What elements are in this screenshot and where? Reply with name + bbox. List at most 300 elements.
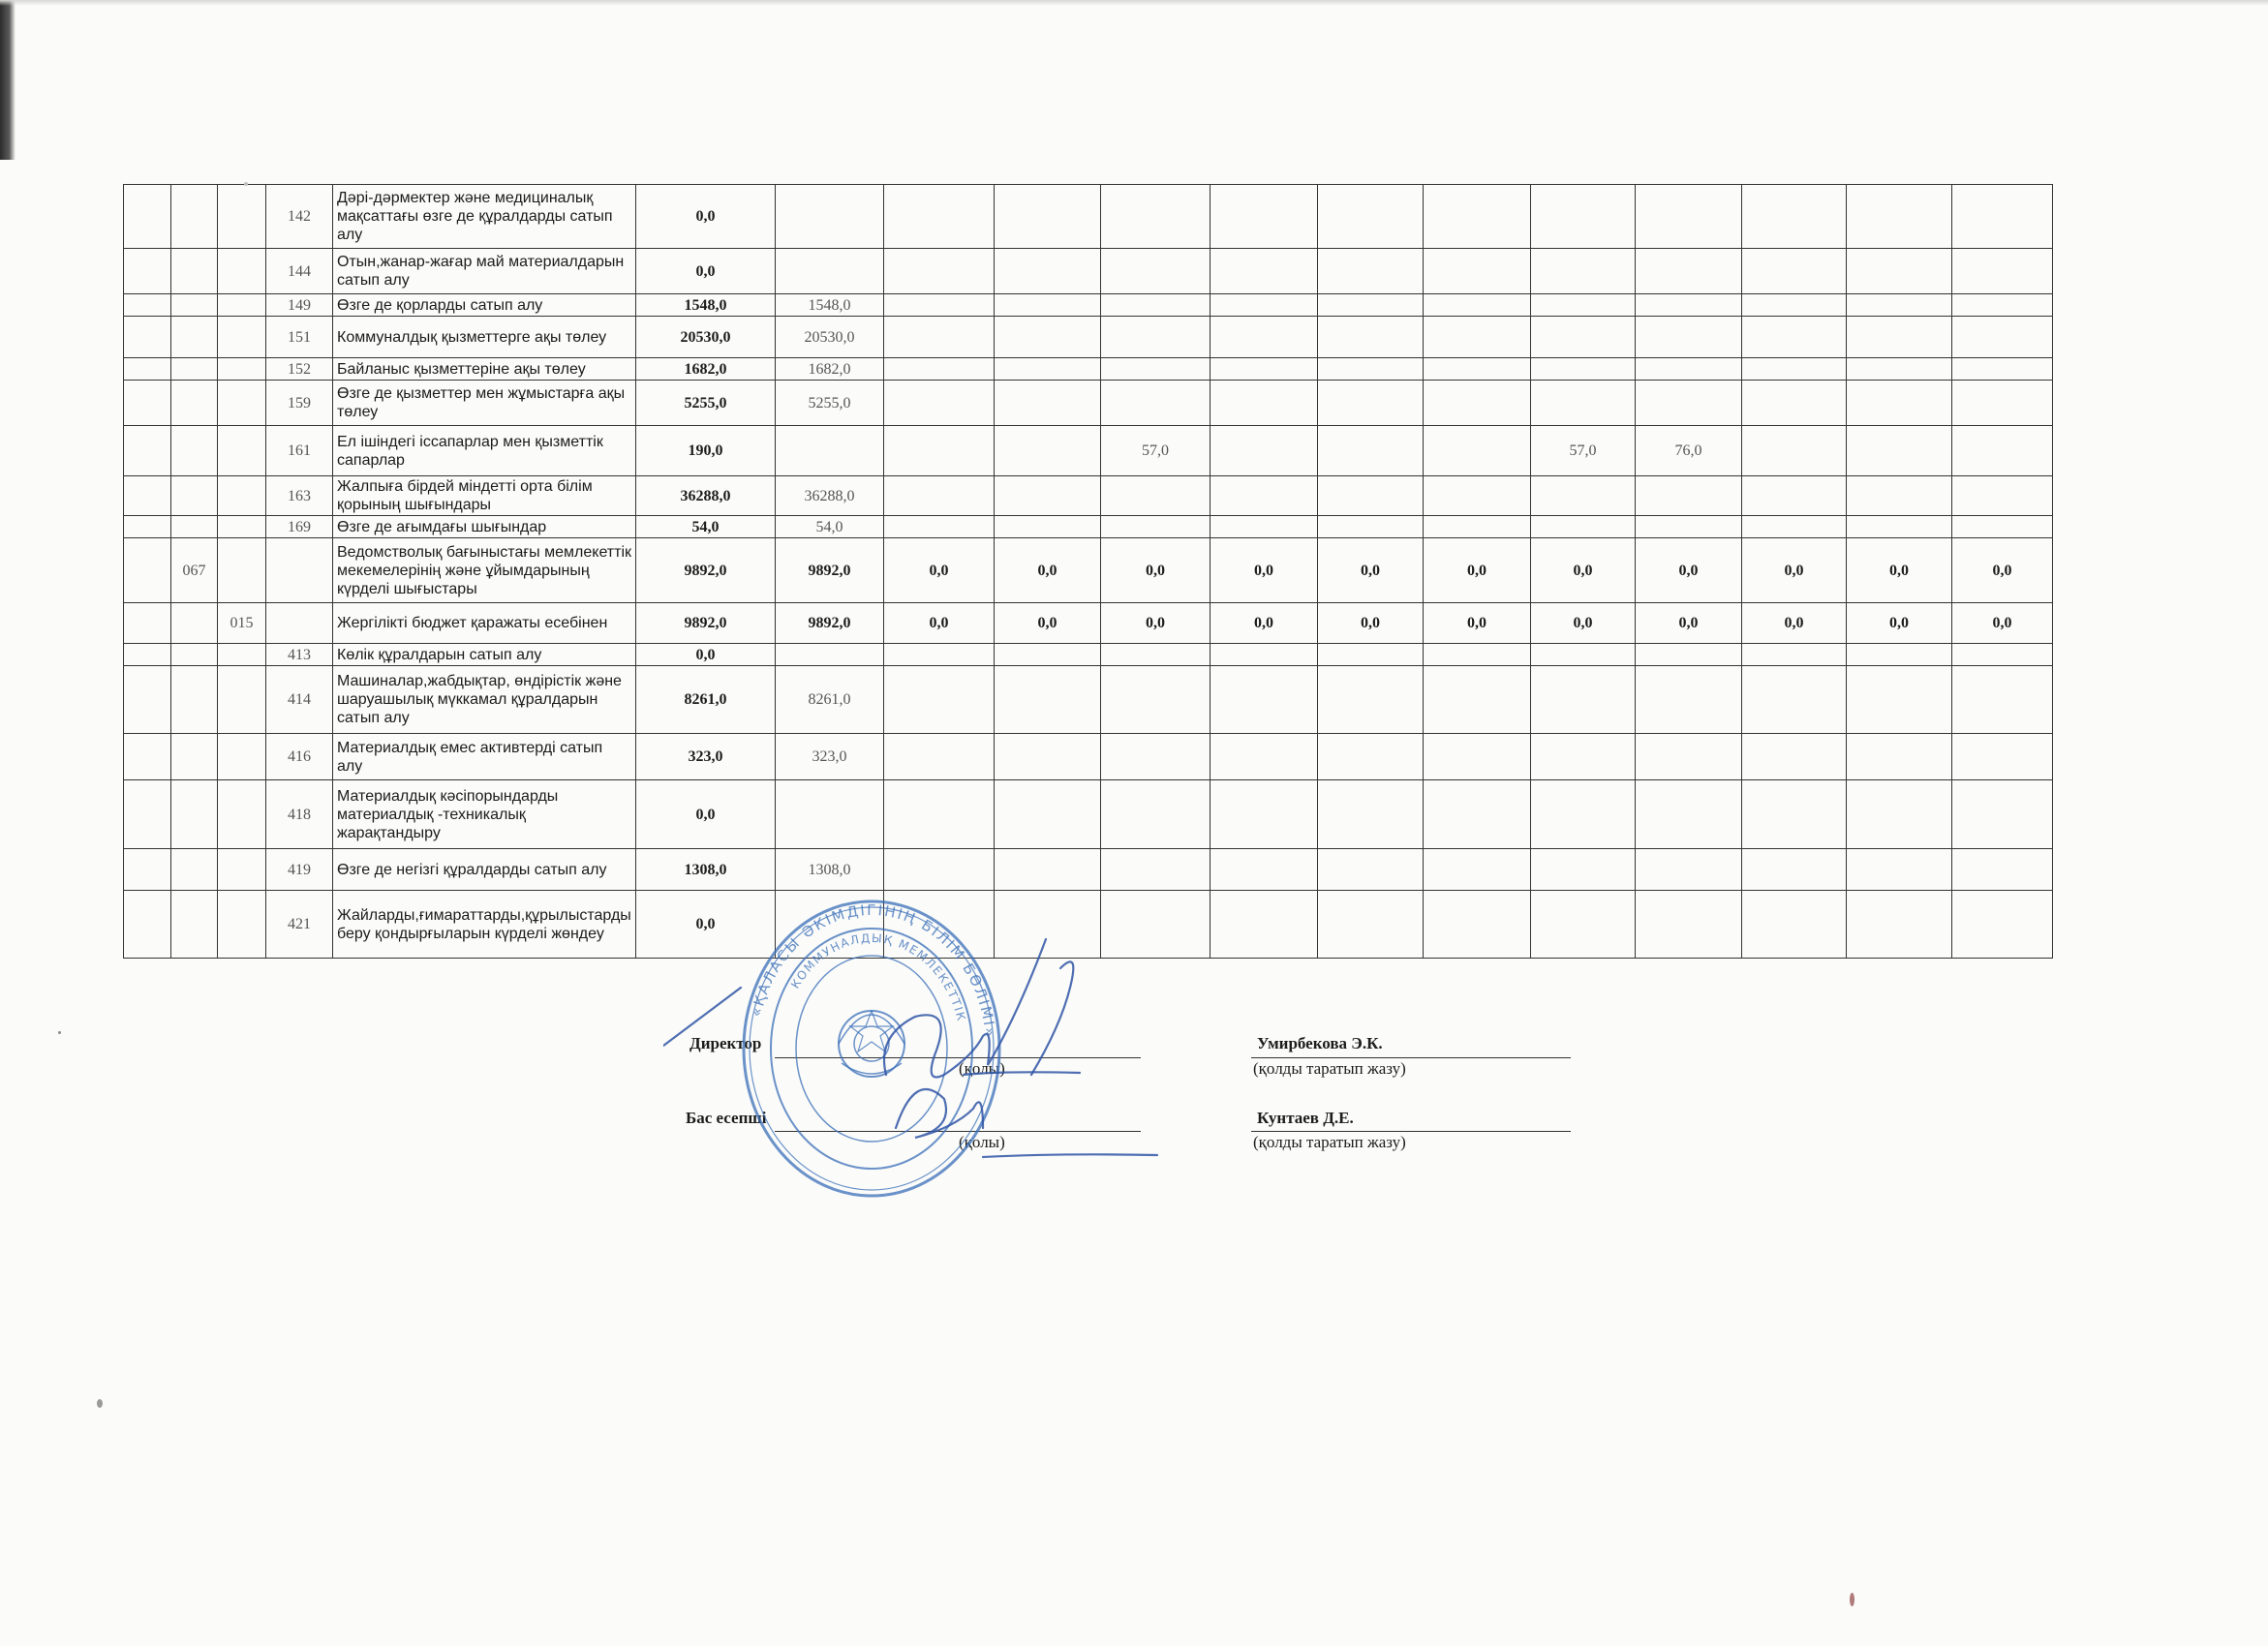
table-cell — [218, 358, 266, 381]
table-cell: 0,0 — [995, 603, 1101, 644]
table-cell — [1742, 476, 1847, 516]
table-cell — [776, 780, 884, 849]
table-cell — [218, 666, 266, 734]
table-cell — [1101, 666, 1211, 734]
table-cell — [1847, 249, 1952, 294]
table-cell — [1424, 426, 1531, 476]
table-cell — [776, 185, 884, 249]
table-row — [124, 358, 2053, 381]
director-label: Директор — [690, 1034, 762, 1052]
table-cell: 0,0 — [1318, 603, 1424, 644]
table-cell — [124, 516, 171, 538]
table-cell — [884, 849, 995, 891]
table-cell — [1847, 476, 1952, 516]
table-cell — [1742, 381, 1847, 426]
stamp-outer-text: «ҚАЛАСЫ ӘКІМДІГІНІҢ БІЛІМ БӨЛІМІ» — [747, 900, 999, 1040]
table-cell — [1101, 381, 1211, 426]
table-cell: 067 — [171, 538, 218, 603]
table-cell: Байланыс қызметтеріне ақы төлеу — [333, 358, 636, 381]
table-cell: 0,0 — [1424, 603, 1531, 644]
table-cell — [1101, 516, 1211, 538]
table-cell — [124, 644, 171, 666]
table-cell: 0,0 — [636, 891, 776, 959]
table-cell: 142 — [266, 185, 333, 249]
table-cell: 20530,0 — [776, 317, 884, 358]
table-cell — [1101, 249, 1211, 294]
scan-speck — [58, 1031, 61, 1034]
table-row — [124, 849, 2053, 891]
table-cell — [1531, 249, 1636, 294]
table-cell — [995, 317, 1101, 358]
table-cell — [1952, 294, 2053, 317]
table-cell — [1531, 294, 1636, 317]
scan-speck — [244, 182, 248, 186]
table-cell — [124, 381, 171, 426]
table-cell — [1952, 516, 2053, 538]
table-cell — [1211, 666, 1318, 734]
table-cell — [171, 734, 218, 780]
table-cell — [266, 538, 333, 603]
table-cell — [776, 644, 884, 666]
table-cell — [171, 603, 218, 644]
table-cell — [1101, 185, 1211, 249]
table-cell — [1318, 666, 1424, 734]
table-cell: 0,0 — [1636, 538, 1742, 603]
table-cell — [1424, 891, 1531, 959]
table-cell: 9892,0 — [636, 603, 776, 644]
table-cell — [1847, 780, 1952, 849]
table-cell — [171, 476, 218, 516]
table-cell: 169 — [266, 516, 333, 538]
table-cell: 0,0 — [1101, 538, 1211, 603]
table-cell — [884, 185, 995, 249]
table-cell — [1636, 734, 1742, 780]
table-cell — [171, 358, 218, 381]
table-cell — [1742, 185, 1847, 249]
table-cell: 144 — [266, 249, 333, 294]
table-cell: Ведомстволық бағыныстағы мемлекеттік мекемелерінің және ұйымдарының күрделі шығыстары — [333, 538, 636, 603]
table-cell: 413 — [266, 644, 333, 666]
director-sign-caption: (қолы) — [959, 1059, 1005, 1078]
table-cell — [1424, 780, 1531, 849]
table-row — [124, 185, 2053, 249]
table-cell — [884, 476, 995, 516]
table-cell: Материалдық кәсіпорындарды материалдық -техникалық жарақтандыру — [333, 780, 636, 849]
table-cell — [1531, 734, 1636, 780]
table-row — [124, 666, 2053, 734]
table-cell: 0,0 — [1636, 603, 1742, 644]
table-cell — [266, 603, 333, 644]
table-cell — [1101, 476, 1211, 516]
table-cell — [1318, 644, 1424, 666]
table-cell — [124, 734, 171, 780]
table-cell — [995, 476, 1101, 516]
table-row — [124, 538, 2053, 603]
table-cell — [1211, 476, 1318, 516]
table-cell — [1101, 849, 1211, 891]
table-cell — [1847, 516, 1952, 538]
scan-edge-shadow — [0, 0, 15, 160]
scan-top-shadow — [0, 0, 2268, 6]
table-cell: Көлік құралдарын сатып алу — [333, 644, 636, 666]
table-cell: 0,0 — [1742, 603, 1847, 644]
table-cell — [124, 317, 171, 358]
table-cell: 149 — [266, 294, 333, 317]
stamp-middle-text: КОММУНАЛДЫҚ МЕМЛЕКЕТТІК — [788, 930, 968, 1023]
table-cell — [1742, 358, 1847, 381]
table-cell — [1101, 734, 1211, 780]
table-cell: 1548,0 — [636, 294, 776, 317]
table-cell — [776, 249, 884, 294]
director-name-line — [1251, 1057, 1571, 1058]
table-cell — [1636, 358, 1742, 381]
table-cell — [218, 426, 266, 476]
table-cell — [218, 294, 266, 317]
table-cell — [995, 666, 1101, 734]
table-cell — [1742, 249, 1847, 294]
table-cell — [124, 538, 171, 603]
table-cell — [1636, 849, 1742, 891]
table-cell — [1318, 734, 1424, 780]
table-cell: 54,0 — [636, 516, 776, 538]
table-cell — [218, 516, 266, 538]
table-cell — [1211, 644, 1318, 666]
table-cell — [171, 516, 218, 538]
table-cell — [1318, 426, 1424, 476]
table-cell: Машиналар,жабдықтар, өндірістік және шаруашылық мүккамал құралдарын сатып алу — [333, 666, 636, 734]
table-cell: 20530,0 — [636, 317, 776, 358]
table-cell — [1742, 666, 1847, 734]
table-cell — [1952, 476, 2053, 516]
table-row — [124, 644, 2053, 666]
table-cell — [1424, 666, 1531, 734]
table-cell: 0,0 — [1952, 538, 2053, 603]
table-cell: 57,0 — [1101, 426, 1211, 476]
table-cell — [1318, 891, 1424, 959]
table-cell: 0,0 — [1742, 538, 1847, 603]
table-cell: 5255,0 — [776, 381, 884, 426]
table-cell: 323,0 — [776, 734, 884, 780]
table-cell: Жайларды,ғимараттарды,құрылыстарды беру қондырғыларын күрделі жөндеу — [333, 891, 636, 959]
table-cell — [1847, 666, 1952, 734]
table-cell: 1682,0 — [776, 358, 884, 381]
table-cell — [1211, 780, 1318, 849]
table-cell: Ел ішіндегі іссапарлар мен қызметтік сапарлар — [333, 426, 636, 476]
table-cell — [1531, 358, 1636, 381]
table-cell — [884, 358, 995, 381]
table-cell — [1531, 666, 1636, 734]
table-cell — [1318, 476, 1424, 516]
table-cell — [995, 780, 1101, 849]
table-cell: 8261,0 — [636, 666, 776, 734]
table-cell — [1952, 734, 2053, 780]
table-cell — [1742, 426, 1847, 476]
table-cell — [1101, 358, 1211, 381]
table-cell: 0,0 — [1424, 538, 1531, 603]
table-cell: Жалпыға бірдей міндетті орта білім қорының шығындары — [333, 476, 636, 516]
table-cell — [1318, 849, 1424, 891]
table-cell — [995, 734, 1101, 780]
handwritten-signatures — [663, 930, 1167, 1181]
director-name-caption: (қолды таратып жазу) — [1253, 1059, 1406, 1078]
table-cell — [124, 249, 171, 294]
table-cell: 57,0 — [1531, 426, 1636, 476]
table-cell — [995, 849, 1101, 891]
table-cell — [218, 317, 266, 358]
table-cell — [884, 317, 995, 358]
table-cell — [218, 381, 266, 426]
table-cell — [1952, 185, 2053, 249]
table-cell — [1952, 849, 2053, 891]
table-cell — [1211, 891, 1318, 959]
table-row — [124, 381, 2053, 426]
accountant-name-caption: (қолды таратып жазу) — [1253, 1133, 1406, 1151]
table-cell — [1636, 185, 1742, 249]
table-cell — [1636, 666, 1742, 734]
table-cell — [1952, 381, 2053, 426]
table-cell — [171, 644, 218, 666]
table-cell: 0,0 — [995, 538, 1101, 603]
table-cell — [171, 185, 218, 249]
budget-table — [123, 184, 2053, 959]
table-cell: 0,0 — [1847, 538, 1952, 603]
accountant-name: Кунтаев Д.Е. — [1257, 1109, 1354, 1127]
table-cell — [1318, 317, 1424, 358]
table-cell — [995, 185, 1101, 249]
table-cell — [1847, 381, 1952, 426]
table-cell — [218, 849, 266, 891]
table-cell — [1101, 294, 1211, 317]
table-row — [124, 317, 2053, 358]
table-cell: Өзге де ағымдағы шығындар — [333, 516, 636, 538]
table-cell: 015 — [218, 603, 266, 644]
table-row — [124, 294, 2053, 317]
table-cell — [1636, 780, 1742, 849]
table-cell — [171, 849, 218, 891]
table-cell: 0,0 — [1211, 603, 1318, 644]
table-cell — [1318, 294, 1424, 317]
table-cell — [1101, 644, 1211, 666]
table-cell: Коммуналдық қызметтерге ақы төлеу — [333, 317, 636, 358]
table-cell — [995, 294, 1101, 317]
director-name: Умирбекова Э.К. — [1257, 1034, 1383, 1052]
table-cell — [1742, 891, 1847, 959]
table-row — [124, 780, 2053, 849]
table-cell: 9892,0 — [776, 538, 884, 603]
table-cell — [1952, 426, 2053, 476]
table-cell: 323,0 — [636, 734, 776, 780]
table-row — [124, 426, 2053, 476]
table-cell — [1952, 358, 2053, 381]
table-cell — [1424, 476, 1531, 516]
table-cell — [1211, 381, 1318, 426]
table-cell — [1211, 734, 1318, 780]
table-cell — [1101, 780, 1211, 849]
table-cell: 76,0 — [1636, 426, 1742, 476]
table-cell — [218, 185, 266, 249]
table-cell — [1424, 734, 1531, 780]
table-cell — [124, 666, 171, 734]
table-cell — [1636, 476, 1742, 516]
table-cell: 36288,0 — [776, 476, 884, 516]
table-cell: Өзге де қорларды сатып алу — [333, 294, 636, 317]
table-cell — [1424, 294, 1531, 317]
table-cell — [995, 426, 1101, 476]
table-cell — [1211, 426, 1318, 476]
table-cell — [1531, 849, 1636, 891]
table-cell — [124, 891, 171, 959]
table-cell — [218, 891, 266, 959]
table-cell: 1308,0 — [776, 849, 884, 891]
table-cell — [884, 734, 995, 780]
table-cell: 163 — [266, 476, 333, 516]
table-cell — [1211, 249, 1318, 294]
table-cell — [884, 516, 995, 538]
table-cell: 0,0 — [1847, 603, 1952, 644]
table-row — [124, 603, 2053, 644]
table-cell — [1636, 381, 1742, 426]
table-cell: 1308,0 — [636, 849, 776, 891]
table-cell — [124, 426, 171, 476]
table-cell: 416 — [266, 734, 333, 780]
table-cell — [1847, 734, 1952, 780]
table-cell — [1742, 780, 1847, 849]
table-cell — [1424, 644, 1531, 666]
table-cell — [1211, 516, 1318, 538]
table-cell — [1742, 317, 1847, 358]
table-cell — [1424, 317, 1531, 358]
table-cell — [1531, 381, 1636, 426]
table-cell — [124, 294, 171, 317]
table-cell — [1318, 185, 1424, 249]
table-row — [124, 476, 2053, 516]
table-cell — [1424, 381, 1531, 426]
table-cell — [1424, 516, 1531, 538]
table-cell — [1318, 780, 1424, 849]
table-cell: 0,0 — [884, 538, 995, 603]
table-cell: 9892,0 — [776, 603, 884, 644]
table-cell — [218, 780, 266, 849]
table-cell: 414 — [266, 666, 333, 734]
table-cell — [1742, 294, 1847, 317]
table-cell: 161 — [266, 426, 333, 476]
table-cell — [171, 317, 218, 358]
table-cell: 9892,0 — [636, 538, 776, 603]
table-cell — [218, 538, 266, 603]
table-cell — [218, 476, 266, 516]
table-cell — [1424, 849, 1531, 891]
table-cell — [1952, 644, 2053, 666]
table-cell: 0,0 — [1531, 603, 1636, 644]
table-cell: Жергілікті бюджет қаражаты есебінен — [333, 603, 636, 644]
table-cell: 0,0 — [1531, 538, 1636, 603]
table-cell — [1211, 294, 1318, 317]
table-cell — [995, 249, 1101, 294]
table-cell — [1318, 516, 1424, 538]
table-cell — [124, 780, 171, 849]
table-cell — [171, 294, 218, 317]
table-cell — [171, 426, 218, 476]
table-cell: Материалдық емес активтерді сатып алу — [333, 734, 636, 780]
table-cell: 0,0 — [884, 603, 995, 644]
table-cell — [1847, 891, 1952, 959]
table-cell — [171, 666, 218, 734]
table-cell — [1636, 644, 1742, 666]
table-cell — [1211, 185, 1318, 249]
table-cell — [1531, 516, 1636, 538]
table-cell — [1952, 891, 2053, 959]
table-cell — [1101, 317, 1211, 358]
accountant-label: Бас есепші — [686, 1109, 767, 1127]
table-cell: 5255,0 — [636, 381, 776, 426]
table-cell — [1952, 249, 2053, 294]
table-cell — [884, 644, 995, 666]
table-cell — [1211, 358, 1318, 381]
table-cell — [124, 849, 171, 891]
table-cell: 1548,0 — [776, 294, 884, 317]
table-cell — [1424, 358, 1531, 381]
table-cell — [1847, 426, 1952, 476]
table-cell: 159 — [266, 381, 333, 426]
table-cell: 151 — [266, 317, 333, 358]
table-cell — [1952, 317, 2053, 358]
table-cell — [884, 780, 995, 849]
table-cell — [1531, 317, 1636, 358]
table-cell — [171, 249, 218, 294]
table-cell: Өзге де қызметтер мен жұмыстарға ақы төлеу — [333, 381, 636, 426]
table-cell — [1211, 317, 1318, 358]
accountant-name-line — [1251, 1131, 1571, 1132]
table-cell: 0,0 — [636, 780, 776, 849]
table-cell — [884, 381, 995, 426]
table-cell — [1531, 476, 1636, 516]
table-cell — [1636, 294, 1742, 317]
table-cell — [1847, 317, 1952, 358]
table-cell — [1847, 185, 1952, 249]
table-cell — [884, 294, 995, 317]
table-cell — [218, 249, 266, 294]
table-cell — [1847, 358, 1952, 381]
table-cell — [1742, 644, 1847, 666]
table-cell: Өзге де негізгі құралдарды сатып алу — [333, 849, 636, 891]
table-cell — [1742, 849, 1847, 891]
table-cell: 421 — [266, 891, 333, 959]
table-cell — [1636, 317, 1742, 358]
table-row — [124, 516, 2053, 538]
table-cell — [1531, 891, 1636, 959]
table-cell — [171, 891, 218, 959]
table-cell — [884, 426, 995, 476]
table-cell: 36288,0 — [636, 476, 776, 516]
table-cell — [1531, 780, 1636, 849]
table-cell — [1952, 666, 2053, 734]
table-cell — [1636, 249, 1742, 294]
table-cell: 152 — [266, 358, 333, 381]
table-cell: 0,0 — [1318, 538, 1424, 603]
table-cell — [995, 516, 1101, 538]
table-cell — [995, 644, 1101, 666]
table-cell — [218, 644, 266, 666]
table-row — [124, 734, 2053, 780]
table-cell — [1847, 849, 1952, 891]
table-cell: 419 — [266, 849, 333, 891]
table-cell: 190,0 — [636, 426, 776, 476]
table-cell — [124, 358, 171, 381]
table-cell — [884, 249, 995, 294]
accountant-sign-caption: (қолы) — [959, 1133, 1005, 1151]
table-cell: 1682,0 — [636, 358, 776, 381]
table-cell — [1742, 516, 1847, 538]
